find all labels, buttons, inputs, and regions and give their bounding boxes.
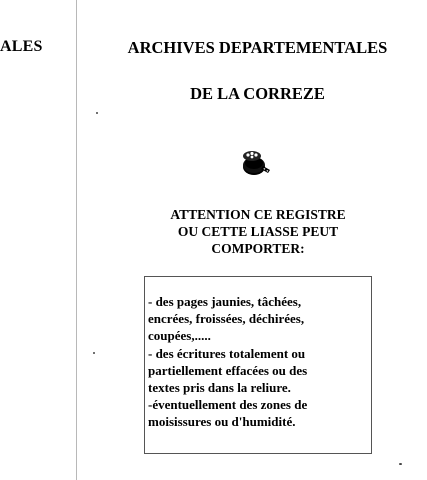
attention-line: COMPORTER: <box>211 241 305 256</box>
scan-speck <box>96 112 98 114</box>
archives-title: ARCHIVES DEPARTEMENTALES <box>127 38 388 57</box>
notice-line: textes pris dans la reliure. <box>148 380 291 396</box>
notice-line: -éventuellement des zones de <box>148 397 308 413</box>
page-fold-divider <box>76 0 77 480</box>
film-reel-icon <box>236 148 272 178</box>
scan-speck <box>93 352 95 354</box>
attention-line: ATTENTION CE REGISTRE <box>170 207 346 222</box>
notice-line: - des pages jaunies, tâchées, <box>148 294 302 309</box>
notice-line: moisissures ou d'humidité. <box>148 414 296 430</box>
condition-notice-box <box>144 276 372 454</box>
department-title: DE LA CORREZE <box>190 84 325 103</box>
notice-line: partiellement effacées ou des <box>148 362 308 378</box>
notice-line: - des écritures totalement ou <box>148 345 306 361</box>
attention-line: OU CETTE LIASSE PEUT <box>177 224 339 239</box>
notice-line: encrées, froissées, déchirées, <box>148 311 305 327</box>
notice-line: coupées,..... <box>148 328 211 344</box>
left-page-title-fragment: ALES <box>0 38 43 55</box>
scan-speck <box>399 463 402 465</box>
attention-warning <box>150 206 366 257</box>
